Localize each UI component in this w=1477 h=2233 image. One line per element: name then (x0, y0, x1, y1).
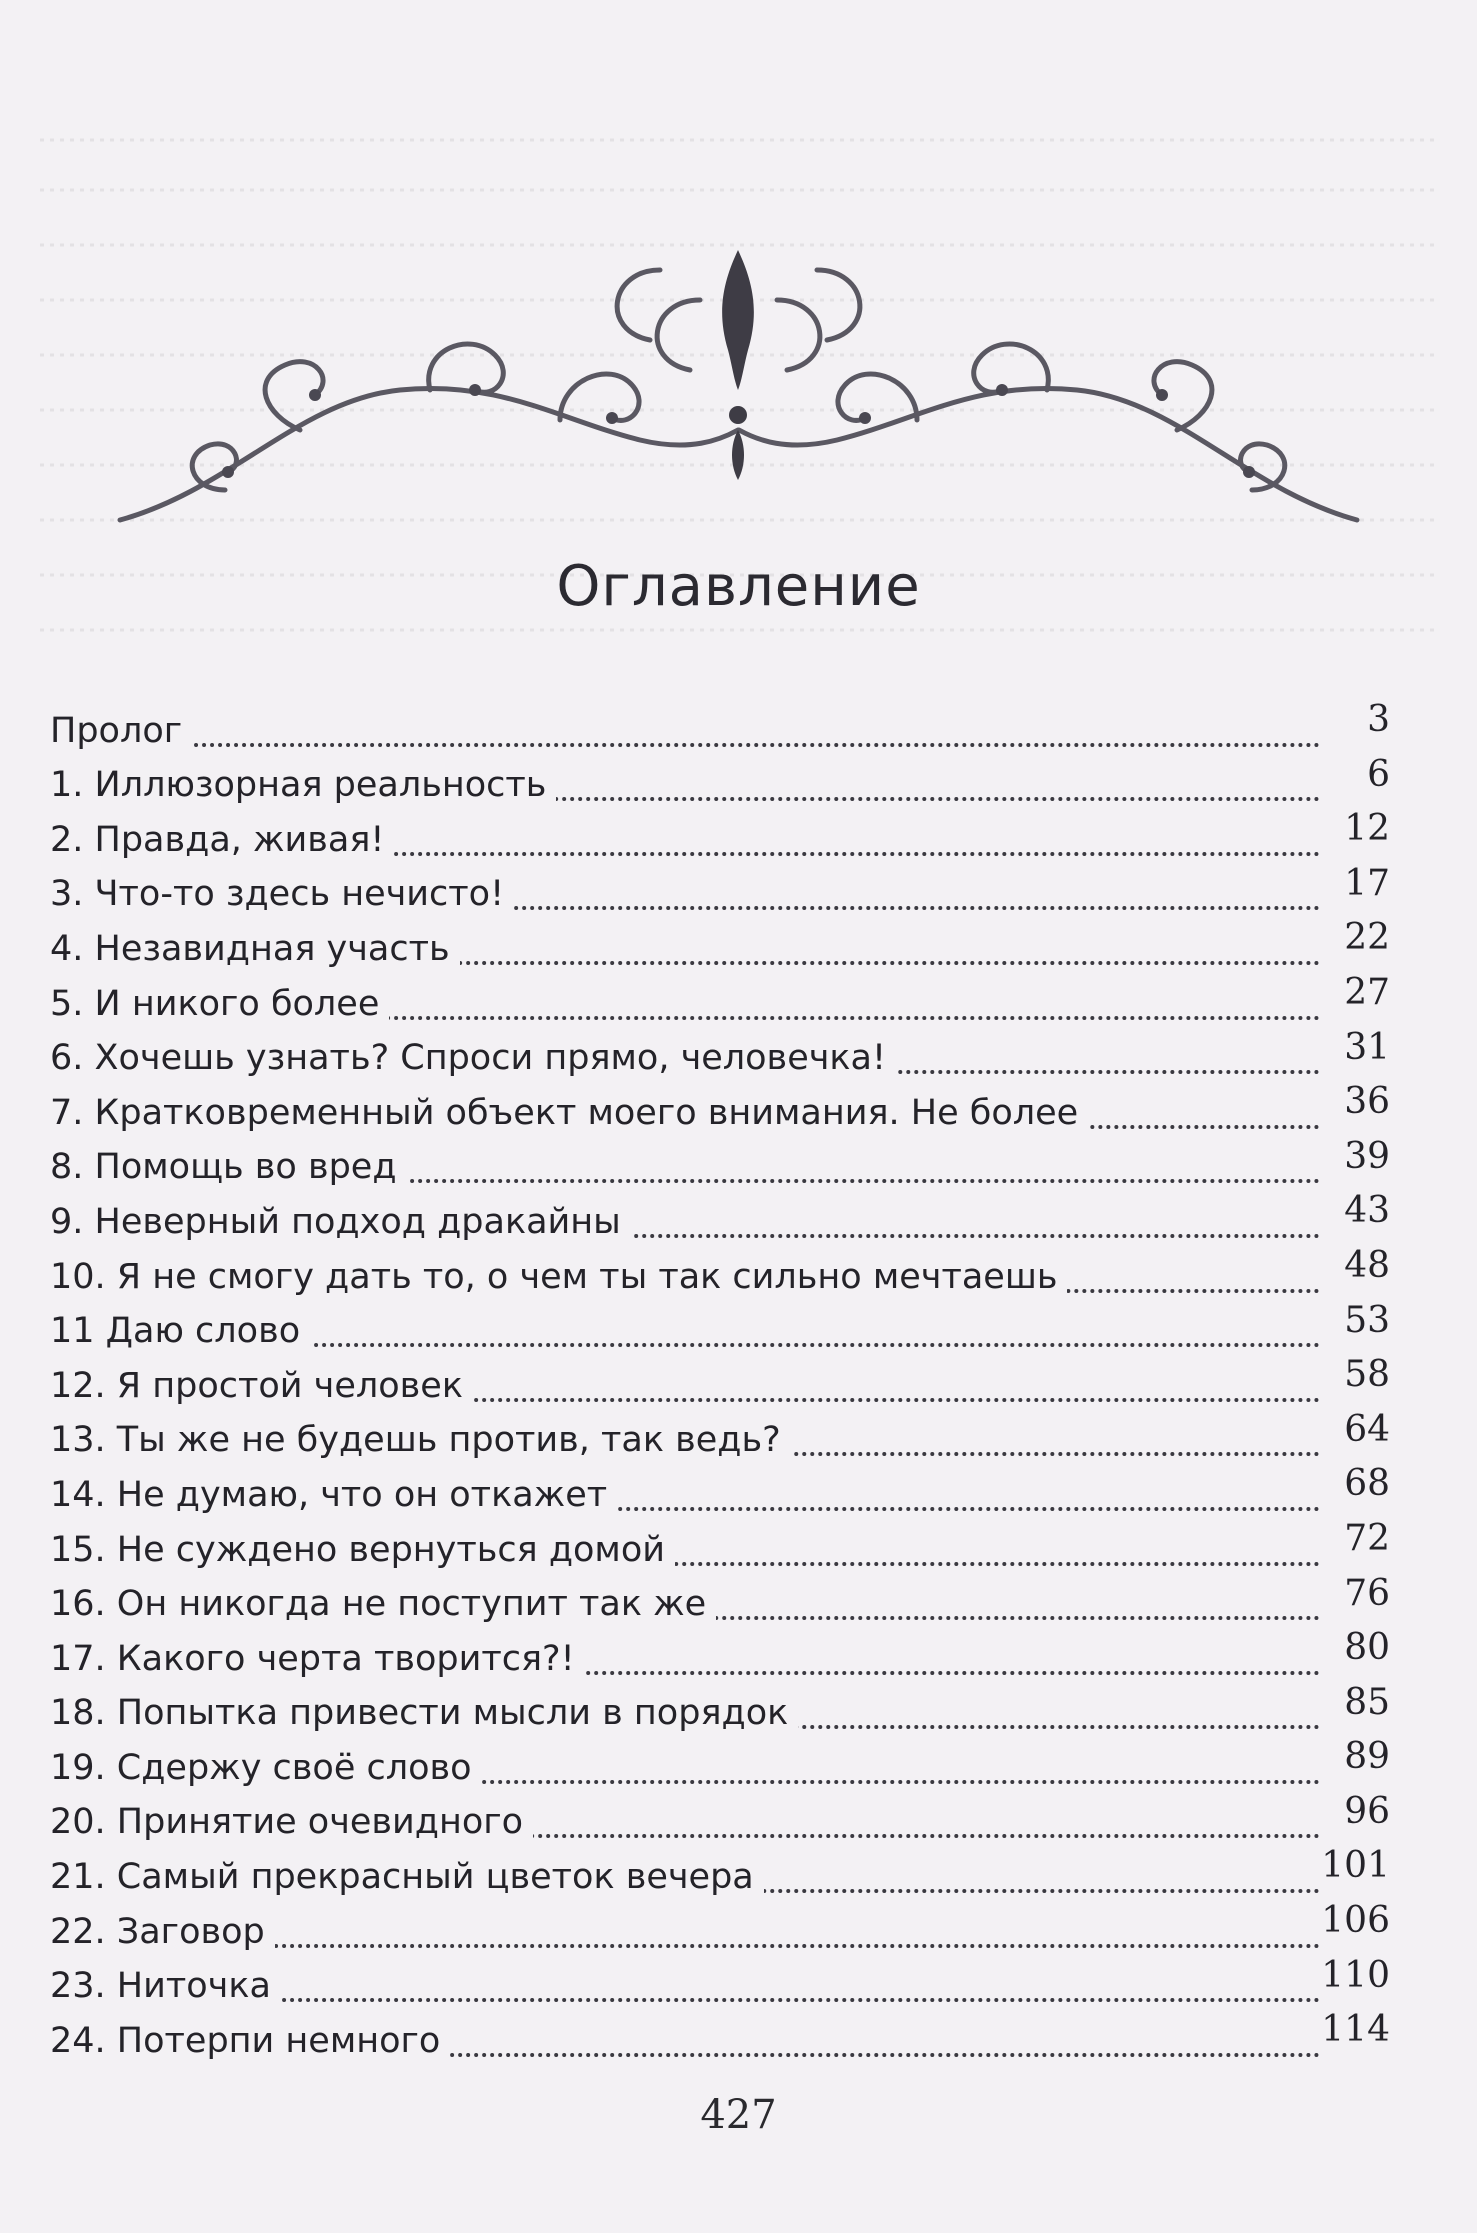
toc-entry-title: 24. Потерпи немного (50, 2019, 450, 2063)
toc-entry (50, 916, 1390, 971)
toc-entry-title: 18. Попытка привести мысли в порядок (50, 1691, 798, 1735)
toc-entry (50, 1735, 1390, 1790)
toc-entry-title: 16. Он никогда не поступит так же (50, 1582, 716, 1626)
toc-entry (50, 1572, 1390, 1627)
toc-entry-page: 114 (1311, 2008, 1390, 2052)
toc-entry (50, 1517, 1390, 1572)
toc-entry-title: 3. Что-то здесь нечисто! (50, 872, 514, 916)
toc-entry (50, 1899, 1390, 1954)
toc-entry-title: Пролог (50, 709, 192, 753)
toc-entry (50, 807, 1390, 862)
table-of-contents (50, 698, 1390, 2063)
toc-entry-page: 68 (1334, 1462, 1390, 1506)
toc-entry-page: 48 (1334, 1244, 1390, 1288)
flourish-ornament-icon (0, 240, 1477, 540)
toc-entry-title: 23. Ниточка (50, 1964, 281, 2008)
toc-entry-title: 6. Хочешь узнать? Спроси прямо, человечка! (50, 1036, 896, 1080)
toc-entry-page: 27 (1334, 971, 1390, 1015)
toc-entry-title: 15. Не суждено вернуться домой (50, 1528, 675, 1572)
toc-entry (50, 1408, 1390, 1463)
toc-entry-page: 22 (1334, 916, 1390, 960)
toc-entry-page: 12 (1334, 807, 1390, 851)
toc-entry (50, 1080, 1390, 1135)
toc-entry-page: 101 (1311, 1844, 1390, 1888)
toc-entry-page: 89 (1334, 1735, 1390, 1779)
toc-entry-page: 76 (1334, 1572, 1390, 1616)
toc-entry (50, 1026, 1390, 1081)
toc-entry-page: 17 (1334, 862, 1390, 906)
toc-entry-page: 58 (1334, 1353, 1390, 1397)
toc-entry-title: 4. Незавидная участь (50, 927, 460, 971)
toc-entry-title: 17. Какого черта творится?! (50, 1637, 585, 1681)
toc-entry-title: 13. Ты же не будешь против, так ведь? (50, 1418, 791, 1462)
toc-entry-title: 11 Даю слово (50, 1309, 310, 1353)
toc-entry-title: 8. Помощь во вред (50, 1145, 407, 1189)
toc-entry-page: 64 (1334, 1408, 1390, 1452)
toc-entry (50, 1353, 1390, 1408)
toc-entry (50, 1462, 1390, 1517)
toc-entry (50, 698, 1390, 753)
toc-entry-title: 22. Заговор (50, 1910, 275, 1954)
toc-entry (50, 1954, 1390, 2009)
toc-entry (50, 971, 1390, 1026)
toc-entry-title: 5. И никого более (50, 982, 389, 1026)
toc-entry-page: 31 (1334, 1026, 1390, 1070)
toc-entry-page: 36 (1334, 1080, 1390, 1124)
toc-entry-page: 53 (1334, 1299, 1390, 1343)
toc-entry-page: 80 (1334, 1626, 1390, 1670)
toc-entry-title: 10. Я не смогу дать то, о чем ты так сильно мечтаешь (50, 1255, 1067, 1299)
toc-entry-page: 110 (1311, 1954, 1390, 1998)
toc-leader-dots (50, 699, 1320, 747)
toc-entry-title: 9. Неверный подход дракайны (50, 1200, 631, 1244)
toc-entry (50, 1681, 1390, 1736)
toc-entry-page: 106 (1311, 1899, 1390, 1943)
toc-entry (50, 753, 1390, 808)
toc-entry (50, 1189, 1390, 1244)
page-number: 427 (700, 2092, 777, 2138)
toc-entry (50, 1626, 1390, 1681)
toc-entry (50, 1790, 1390, 1845)
toc-entry (50, 1299, 1390, 1354)
toc-entry-title: 14. Не думаю, что он откажет (50, 1473, 617, 1517)
toc-entry (50, 2008, 1390, 2063)
toc-entry-page: 6 (1357, 753, 1390, 797)
toc-entry (50, 1244, 1390, 1299)
toc-entry (50, 1135, 1390, 1190)
toc-entry-title: 20. Принятие очевидного (50, 1800, 533, 1844)
toc-entry-page: 39 (1334, 1135, 1390, 1179)
toc-entry-page: 96 (1334, 1790, 1390, 1834)
toc-entry-title: 7. Кратковременный объект моего внимания. Не более (50, 1091, 1088, 1135)
toc-entry-page: 85 (1334, 1681, 1390, 1725)
toc-entry-title: 12. Я простой человек (50, 1364, 473, 1408)
toc-entry (50, 1844, 1390, 1899)
toc-entry-title: 2. Правда, живая! (50, 818, 394, 862)
toc-entry-page: 72 (1334, 1517, 1390, 1561)
toc-title: Оглавление (556, 553, 921, 619)
toc-entry-page: 3 (1357, 698, 1390, 742)
toc-entry-title: 1. Иллюзорная реальность (50, 763, 556, 807)
toc-entry-page: 43 (1334, 1189, 1390, 1233)
toc-entry (50, 862, 1390, 917)
toc-entry-title: 21. Самый прекрасный цветок вечера (50, 1855, 764, 1899)
toc-entry-title: 19. Сдержу своё слово (50, 1746, 482, 1790)
